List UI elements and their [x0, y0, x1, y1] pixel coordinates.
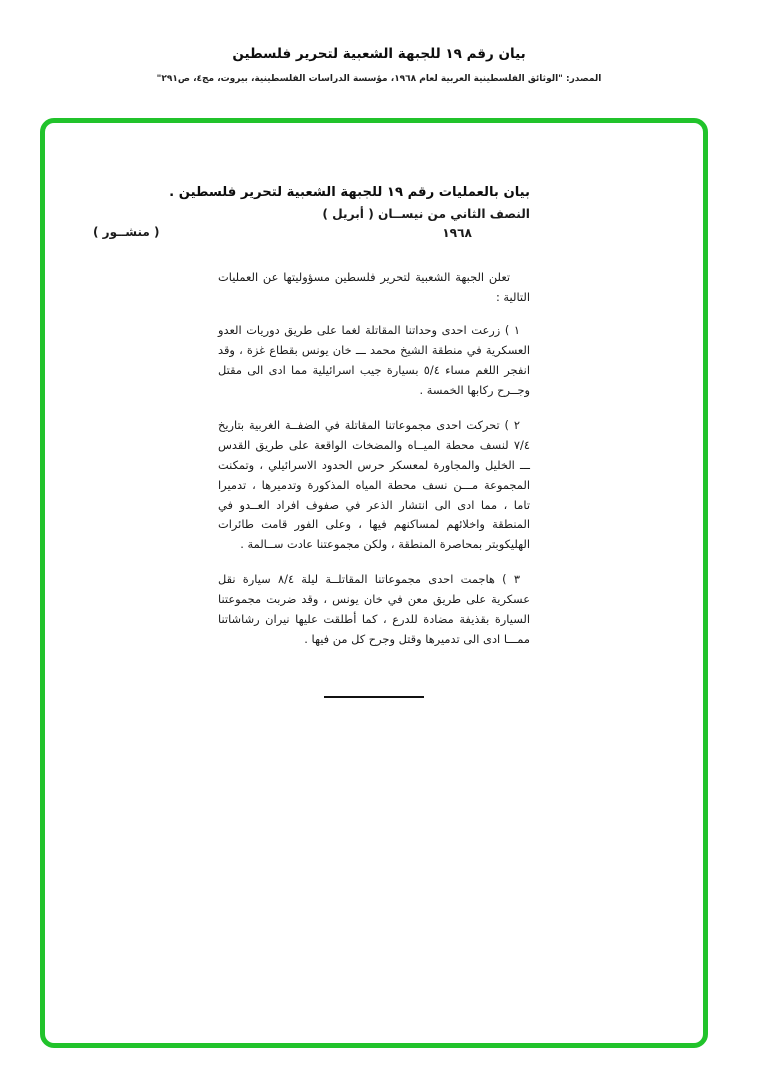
operation-paragraph-1: ١ ) زرعت احدى وحداتنا المقاتلة لغما على طريق دوريات العدو العسكرية في منطقة الشيخ محمد ـــ خان يونس بقطاع غزة ، وقد انفجر اللغم مساء ٥/٤ بسيارة جيب اسرائيلية مما ادى الى مقتل وجــرح ركابها الخمسة .	[218, 322, 531, 397]
document-body	[169, 185, 531, 698]
document-frame	[40, 118, 708, 1048]
document-date-line: النصف الثاني من نيســان ( أبريل )	[322, 207, 530, 221]
operation-paragraph-3: ٣ ) هاجمت احدى مجموعاتنا المقاتلــة ليلة ٨/٤ سيارة نقل عسكرية على طريق معن في خان يونس ، وقد ضربت مجموعتنا السيارة بقذيفة مضادة للدرع ، كما أطلقت عليها نيران رشاشاتنا ممـــا ادى الى تدميرها وقتل وجرح كل من فيها .	[218, 572, 530, 647]
source-citation: المصدر: "الوثائق الفلسطينية العربية لعام ١٩٦٨، مؤسسة الدراسات الفلسطينية، بيروت، مج٤، ص٢٩١"	[156, 74, 602, 84]
document-year: ١٩٦٨	[442, 226, 472, 240]
page-header-title: بيان رقم ١٩ للجبهة الشعبية لتحرير فلسطين	[232, 46, 526, 62]
page-header	[0, 46, 758, 84]
published-note: ( منشــور )	[93, 225, 160, 239]
intro-paragraph: تعلن الجبهة الشعبية لتحرير فلسطين مسؤوليتها عن العمليات التالية :	[218, 270, 530, 304]
document-title: بيان بالعمليات رقم ١٩ للجبهة الشعبية لتحرير فلسطين .	[169, 185, 530, 200]
section-divider	[324, 696, 424, 698]
operation-paragraph-2: ٢ ) تحركت احدى مجموعاتنا المقاتلة في الضفــة الغربية بتاريخ ٧/٤ لنسف محطة الميــاه والمضخات الواقعة على طريق القدس ـــ الخليل والمجاورة لمعسكر حرس الحدود الاسرائيلي ، وتمكنت المجموعة مـــن نسف محطة المياه المذكورة وتدميرها ، تدميرا تاما ، مما ادى الى انتشار الذعر في صفوف افراد العــدو في المنطقة واخلائهم لمساكنهم فيها ، وعلى الفور قامت طائرات الهليكوبتر بمحاصرة المنطقة ، ولكن مجموعتنا عادت ســالمة .	[218, 417, 530, 552]
document-text	[218, 268, 530, 650]
